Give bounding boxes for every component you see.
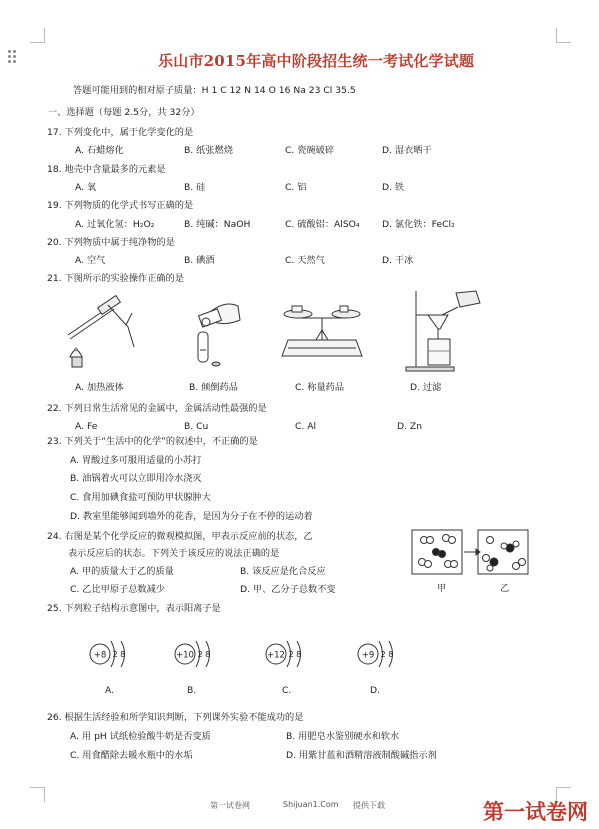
section-heading: 一、选择题（每题 2.5分，共 32分） bbox=[48, 107, 200, 118]
q18-option-a: A. 氧 bbox=[75, 182, 97, 193]
crop-mark-bottom-left bbox=[30, 787, 45, 802]
q20-option-c: C. 天然气 bbox=[285, 255, 325, 266]
q19-option-c: C. 硫酸铝：AlSO₄ bbox=[285, 219, 360, 230]
q25-option-a: A. bbox=[105, 685, 115, 696]
crop-mark-top-left bbox=[30, 28, 45, 43]
atomic-masses: 答题可能用到的相对原子质量：H 1 C 12 N 14 O 16 Na 23 Cl 35.5 bbox=[73, 85, 356, 96]
q21-option-a: A. 加热液体 bbox=[75, 382, 124, 393]
question-23: 23. 下列关于“生活中的化学”的叙述中，不正确的是 bbox=[47, 436, 258, 447]
q26-option-d: D. 用紫甘蓝和酒精溶液制酸碱指示剂 bbox=[286, 750, 437, 761]
nucleus-charge: +10 bbox=[176, 650, 194, 661]
question-18: 18. 地壳中含量最多的元素是 bbox=[47, 164, 166, 175]
question-26: 26. 根据生活经验和所学知识判断，下列课外实验不能成功的是 bbox=[47, 712, 304, 723]
q20-option-d: D. 干冰 bbox=[382, 255, 414, 266]
electron-count: 2 8 bbox=[380, 650, 394, 659]
label-before-reaction: 甲 bbox=[437, 583, 447, 594]
q26-option-c: C. 用食醋除去暖水瓶中的水垢 bbox=[70, 750, 193, 761]
q24-option-a: A. 甲的质量大于乙的质量 bbox=[70, 566, 174, 577]
nucleus-charge: +12 bbox=[267, 650, 285, 661]
q22-option-a: A. Fe bbox=[75, 421, 98, 432]
question-17: 17. 下列变化中，属于化学变化的是 bbox=[47, 127, 194, 138]
drag-handle-icon[interactable] bbox=[8, 50, 18, 70]
exam-title: 乐山市2015年高中阶段招生统一考试化学试题 bbox=[158, 52, 475, 70]
footer-download-text: 提供下载 bbox=[353, 801, 385, 810]
q18-option-b: B. 硅 bbox=[184, 182, 206, 193]
nucleus-charge: +9 bbox=[361, 650, 375, 661]
q17-option-b: B. 纸张燃烧 bbox=[184, 145, 233, 156]
electron-count: 2 8 bbox=[197, 650, 211, 659]
q25-option-b: B. bbox=[187, 685, 197, 696]
q23-option-d: D. 教室里能够闻到墙外的花香，是因为分子在不停的运动着 bbox=[70, 511, 313, 522]
q17-option-a: A. 石蜡熔化 bbox=[75, 145, 124, 156]
question-21: 21. 下图所示的实验操作正确的是 bbox=[47, 273, 184, 284]
q21-option-c: C. 称量药品 bbox=[295, 382, 345, 393]
footer-site-name: 第一试卷网 bbox=[210, 801, 250, 810]
q17-option-d: D. 湿衣晒干 bbox=[382, 145, 432, 156]
q24-option-c: C. 乙比甲原子总数减少 bbox=[70, 584, 165, 595]
q19-option-b: B. 纯碱：NaOH bbox=[184, 219, 251, 230]
q22-option-c: C. Al bbox=[295, 421, 317, 432]
question-22: 22. 下列日常生活常见的金属中，金属活动性最强的是 bbox=[47, 403, 267, 414]
q19-option-d: D. 氯化铁：FeCl₂ bbox=[382, 219, 455, 230]
electron-count: 2 8 bbox=[112, 650, 126, 659]
question-24-line2: 表示反应后的状态。下列关于该反应的说法正确的是 bbox=[68, 548, 280, 559]
question-19: 19. 下列物质的化学式书写正确的是 bbox=[47, 200, 194, 211]
q22-option-d: D. Zn bbox=[397, 421, 423, 432]
question-24-line1: 24. 右图是某个化学反应的微观模拟图，甲表示反应前的状态，乙 bbox=[47, 531, 313, 542]
q23-option-b: B. 油锅着火可以立即用冷水浇灭 bbox=[70, 473, 202, 484]
q25-option-d: D. bbox=[370, 685, 380, 696]
q21-option-d: D. 过滤 bbox=[410, 382, 442, 393]
question-25: 25. 下列粒子结构示意图中，表示阳离子是 bbox=[47, 603, 221, 614]
label-after-reaction: 乙 bbox=[500, 583, 510, 594]
q23-option-a: A. 胃酸过多可服用适量的小苏打 bbox=[70, 455, 202, 466]
filtration-illustration bbox=[400, 285, 490, 375]
q26-option-b: B. 用肥皂水鉴别硬水和软水 bbox=[286, 731, 400, 742]
q18-option-c: C. 铝 bbox=[285, 182, 307, 193]
q20-option-a: A. 空气 bbox=[75, 255, 106, 266]
footer-site-domain[interactable]: Shijuan1.Com bbox=[283, 800, 339, 809]
q22-option-b: B. Cu bbox=[184, 421, 209, 432]
q18-option-d: D. 铁 bbox=[382, 182, 405, 193]
brand-logo: 第一试卷网 bbox=[483, 799, 588, 824]
nucleus-charge: +8 bbox=[93, 650, 107, 661]
q24-option-b: B. 该反应是化合反应 bbox=[240, 566, 326, 577]
heating-liquid-illustration bbox=[60, 295, 150, 373]
q26-option-a: A. 用 pH 试纸检验酸牛奶是否变质 bbox=[70, 731, 211, 742]
q19-option-a: A. 过氧化氢：H₂O₂ bbox=[75, 219, 155, 230]
q21-option-b: B. 倾倒药品 bbox=[189, 382, 238, 393]
question-20: 20. 下列物质中属于纯净物的是 bbox=[47, 237, 175, 248]
electron-count: 2 8 bbox=[288, 650, 302, 659]
q25-option-c: C. bbox=[282, 685, 292, 696]
q17-option-c: C. 瓷碗破碎 bbox=[285, 145, 335, 156]
q24-option-d: D. 甲、乙分子总数不变 bbox=[240, 584, 336, 595]
pouring-reagent-illustration bbox=[170, 292, 250, 372]
q20-option-b: B. 碘酒 bbox=[184, 255, 215, 266]
q23-option-c: C. 食用加碘食盐可预防甲状腺肿大 bbox=[70, 492, 211, 503]
reaction-micro-diagram bbox=[410, 528, 530, 584]
particle-structure-diagrams bbox=[80, 634, 430, 674]
crop-mark-top-right bbox=[556, 28, 571, 43]
weighing-reagent-illustration bbox=[278, 300, 368, 370]
